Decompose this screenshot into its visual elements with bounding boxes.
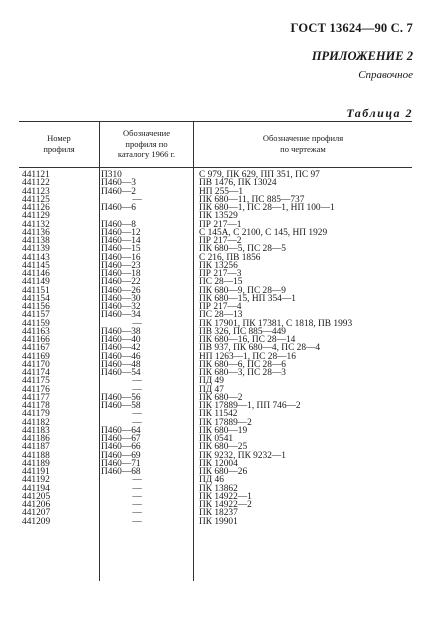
cell-drawing-designation: ПК 14922—1	[199, 491, 252, 502]
cell-drawing-designation: ПД 46	[199, 475, 224, 486]
cell-catalog-designation: —	[132, 483, 142, 494]
cell-drawing-designation: С 216, ПВ 1856	[199, 252, 261, 263]
cell-drawing-designation: ПК 9232, ПК 9232—1	[199, 450, 286, 461]
cell-catalog-designation: П460—58	[101, 401, 141, 411]
cell-profile-number: 441170	[22, 359, 50, 370]
column-header-label: Обозначение профиля по каталогу 1966 г.	[117, 128, 176, 160]
cell-catalog-designation: —	[132, 508, 142, 519]
cell-catalog-designation: П460—32	[101, 302, 141, 312]
cell-catalog-designation: П460—12	[101, 227, 141, 238]
cell-profile-number: 441209	[22, 516, 51, 527]
appendix-subtitle: Справочное	[358, 69, 413, 81]
cell-drawing-designation: ПК 18237	[199, 508, 238, 519]
cell-drawing-designation: ПК 680—25	[199, 442, 248, 453]
cell-profile-number: 441207	[22, 508, 51, 519]
cell-catalog-designation: П460—16	[101, 252, 141, 263]
cell-profile-number: 441126	[22, 203, 50, 213]
cell-profile-number: 441182	[22, 417, 50, 428]
cell-drawing-designation: НП 1263—1, ПС 28—16	[199, 351, 296, 362]
cell-catalog-designation: П460—38	[101, 326, 141, 337]
cell-profile-number: 441174	[22, 368, 50, 378]
cell-catalog-designation: —	[132, 500, 142, 510]
cell-catalog-designation: П460—40	[101, 335, 141, 345]
cell-profile-number: 441194	[22, 483, 50, 494]
cell-profile-number: 441189	[22, 458, 50, 469]
cell-profile-number: 441192	[22, 475, 50, 486]
cell-profile-number: 441125	[22, 194, 50, 205]
cell-profile-number: 441157	[22, 310, 50, 321]
cell-drawing-designation: ПК 680—15, НП 354—1	[199, 293, 296, 304]
cell-catalog-designation: —	[132, 376, 142, 387]
table-label: Таблица 2	[346, 106, 413, 120]
cell-drawing-designation: ПК 680—3, ПС 28—3	[199, 368, 286, 378]
column-header-catalog	[100, 121, 193, 167]
cell-drawing-designation: ПР 217—1	[199, 219, 242, 230]
cell-catalog-designation: —	[132, 491, 142, 502]
cell-catalog-designation: П460—71	[101, 458, 141, 469]
cell-drawing-designation: ПС 28—15	[199, 277, 243, 288]
cell-catalog-designation: —	[132, 475, 142, 486]
cell-catalog-designation: П460—48	[101, 359, 141, 370]
cell-catalog-designation: П460—30	[101, 293, 141, 304]
cell-drawing-designation: ПК 17889—2	[199, 417, 252, 428]
cell-catalog-designation: П460—56	[101, 392, 141, 403]
cell-catalog-designation: П460—34	[101, 310, 141, 321]
page-header: ГОСТ 13624—90 С. 7	[290, 21, 413, 35]
cell-profile-number: 441136	[22, 227, 50, 238]
cell-catalog-designation: П460—69	[101, 450, 141, 461]
cell-drawing-designation: ПК 19901	[199, 516, 238, 527]
cell-catalog-designation: П460—42	[101, 343, 141, 354]
cell-profile-number: 441175	[22, 376, 50, 387]
cell-profile-number: 441186	[22, 434, 50, 444]
cell-catalog-designation: П460—2	[101, 186, 136, 197]
column-header-drawing	[194, 121, 412, 167]
cell-catalog-designation: П460—64	[101, 425, 141, 436]
cell-profile-number: 441159	[22, 318, 50, 329]
cell-profile-number: 441188	[22, 450, 50, 461]
cell-drawing-designation: ПК 680—9, ПС 28—9	[199, 285, 286, 296]
cell-drawing-designation: ПК 14922—2	[199, 500, 252, 510]
cell-catalog-designation: —	[132, 409, 142, 420]
column-header-label: Номер профиля	[43, 133, 75, 154]
cell-catalog-designation: —	[132, 194, 142, 205]
cell-profile-number: 441143	[22, 252, 50, 263]
cell-catalog-designation: П460—22	[101, 277, 141, 288]
cell-profile-number: 441121	[22, 170, 50, 180]
cell-catalog-designation: П460—23	[101, 260, 141, 271]
table-body	[19, 171, 412, 526]
cell-profile-number: 441122	[22, 178, 50, 189]
cell-catalog-designation: П460—3	[101, 178, 136, 189]
cell-profile-number: 441191	[22, 467, 50, 477]
cell-drawing-designation: ПК 680—16, ПС 28—14	[199, 335, 296, 345]
cell-drawing-designation: ПК 680—5, ПС 28—5	[199, 244, 286, 255]
cell-catalog-designation: —	[132, 384, 142, 395]
cell-profile-number: 441206	[22, 500, 51, 510]
cell-catalog-designation: П310	[101, 170, 122, 180]
cell-profile-number: 441154	[22, 293, 50, 304]
cell-catalog-designation: —	[132, 516, 142, 527]
cell-profile-number: 441166	[22, 335, 50, 345]
cell-drawing-designation: ПР 217—4	[199, 302, 242, 312]
cell-catalog-designation: П460—8	[101, 219, 136, 230]
cell-drawing-designation: ПК 680—19	[199, 425, 248, 436]
cell-profile-number: 441151	[22, 285, 50, 296]
cell-profile-number: 441156	[22, 302, 50, 312]
cell-catalog-designation: П460—68	[101, 467, 141, 477]
column-header-label: Обозначение профиля по чертежам	[262, 133, 344, 154]
cell-catalog-designation: П460—6	[101, 203, 136, 213]
cell-drawing-designation: ПК 13862	[199, 483, 238, 494]
cell-profile-number: 441205	[22, 491, 51, 502]
cell-drawing-designation: ПК 17889—1, ПП 746—2	[199, 401, 301, 411]
cell-drawing-designation: ПК 680—1, ПС 28—1, НП 100—1	[199, 203, 335, 213]
cell-drawing-designation: ПК 11542	[199, 409, 238, 420]
cell-drawing-designation: ПР 217—3	[199, 269, 242, 279]
cell-drawing-designation: ПК 680—6, ПС 28—6	[199, 359, 286, 370]
cell-profile-number: 441145	[22, 260, 50, 271]
cell-profile-number: 441139	[22, 244, 50, 255]
cell-profile-number: 441167	[22, 343, 50, 354]
cell-drawing-designation: ПС 28—13	[199, 310, 243, 321]
cell-catalog-designation: П460—26	[101, 285, 141, 296]
cell-drawing-designation: ПК 17901, ПК 17381, С 1818, ПВ 1993	[199, 318, 353, 329]
cell-drawing-designation: С 979, ПК 629, ПП 351, ПС 97	[199, 170, 320, 180]
cell-drawing-designation: ПК 0541	[199, 434, 234, 444]
table-header-rule	[19, 167, 412, 168]
cell-drawing-designation: ПВ 937, ПК 680—4, ПС 28—4	[199, 343, 321, 354]
cell-drawing-designation: ПВ 326, ПС 885—449	[199, 326, 286, 337]
cell-drawing-designation: ПД 49	[199, 376, 224, 387]
cell-drawing-designation: ПК 12004	[199, 458, 238, 469]
cell-drawing-designation: ПР 217—2	[199, 236, 242, 246]
appendix-title: ПРИЛОЖЕНИЕ 2	[311, 49, 413, 63]
cell-drawing-designation: ПК 680—2	[199, 392, 243, 403]
cell-drawing-designation: ПК 13256	[199, 260, 238, 271]
cell-profile-number: 441178	[22, 401, 50, 411]
cell-profile-number: 441146	[22, 269, 50, 279]
cell-profile-number: 441149	[22, 277, 50, 288]
cell-drawing-designation: ПК 680—11, ПС 885—737	[199, 194, 305, 205]
cell-profile-number: 441183	[22, 425, 50, 436]
cell-catalog-designation: П460—54	[101, 368, 141, 378]
cell-profile-number: 441179	[22, 409, 50, 420]
cell-drawing-designation: С 145А, С 2100, С 145, НП 1929	[199, 227, 328, 238]
cell-profile-number: 441187	[22, 442, 50, 453]
cell-drawing-designation: НП 255—1	[199, 186, 244, 197]
table-row	[19, 518, 412, 526]
cell-drawing-designation: ПД 47	[199, 384, 224, 395]
cell-profile-number: 441138	[22, 236, 50, 246]
column-header-number	[19, 121, 99, 167]
cell-catalog-designation: —	[132, 318, 142, 329]
cell-catalog-designation: П460—66	[101, 442, 141, 453]
cell-catalog-designation: —	[132, 417, 142, 428]
cell-catalog-designation: П460—14	[101, 236, 141, 246]
cell-profile-number: 441177	[22, 392, 50, 403]
cell-catalog-designation: П460—15	[101, 244, 141, 255]
cell-profile-number: 441169	[22, 351, 50, 362]
cell-profile-number: 441163	[22, 326, 50, 337]
cell-profile-number: 441129	[22, 211, 50, 222]
cell-drawing-designation: ПК 680—26	[199, 467, 248, 477]
cell-profile-number: 441176	[22, 384, 50, 395]
cell-drawing-designation: ПК 13529	[199, 211, 238, 222]
cell-catalog-designation: П460—67	[101, 434, 141, 444]
cell-profile-number: 441123	[22, 186, 50, 197]
cell-profile-number: 441132	[22, 219, 50, 230]
cell-catalog-designation: П460—46	[101, 351, 141, 362]
cell-drawing-designation: ПВ 1476, ПК 13024	[199, 178, 277, 189]
cell-catalog-designation: П460—18	[101, 269, 141, 279]
